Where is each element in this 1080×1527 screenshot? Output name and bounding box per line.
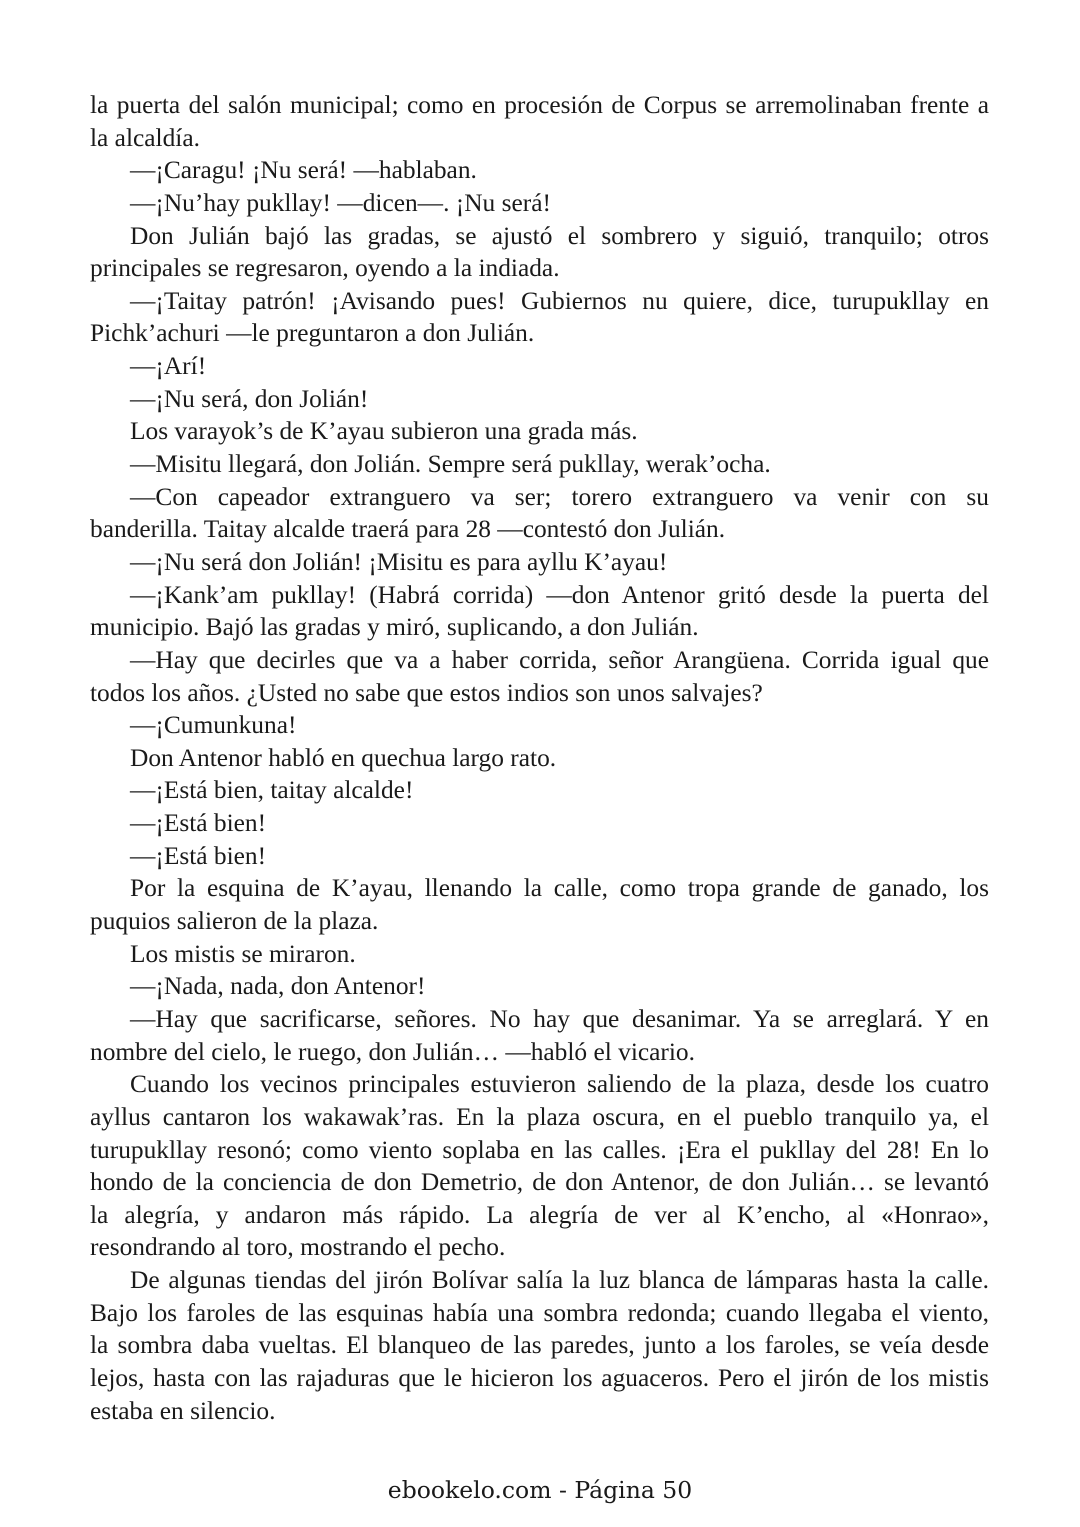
text-line: estaba en silencio. [90, 1396, 276, 1425]
paragraph [90, 481, 989, 546]
paragraph [90, 709, 989, 742]
text-line: —¡Caragu! ¡Nu será! —hablaban. [130, 156, 477, 185]
text-line: Los varayok’s de K’ayau subieron una grada más. [130, 417, 638, 446]
text-line: la alcaldía. [90, 123, 200, 152]
page-footer: ebookelo.com - Página 50 [387, 1476, 693, 1504]
text-line: Pichk’achuri —le preguntaron a don Julián. [90, 319, 535, 348]
text-line: —¡Está bien, taitay alcalde! [130, 776, 414, 805]
text-line: —¡Nu será, don Jolián! [130, 384, 369, 413]
paragraph [90, 383, 989, 416]
paragraph [90, 774, 989, 807]
text-line: municipio. Bajó las gradas y miró, suplicando, a don Julián. [90, 613, 699, 642]
paragraph [90, 546, 989, 579]
text-line: resondrando al toro, mostrando el pecho. [90, 1233, 506, 1262]
text-line: Cuando los vecinos principales estuvieron saliendo de la plaza, desde los cuatro [130, 1070, 989, 1099]
text-line: —¡Está bien! [130, 809, 267, 838]
text-line: —Misitu llegará, don Jolián. Sempre será pukllay, werak’ocha. [130, 450, 771, 479]
text-line: nombre del cielo, le ruego, don Julián… —habló el vicario. [90, 1037, 695, 1066]
text-line: De algunas tiendas del jirón Bolívar salía la luz blanca de lámparas hasta la calle. [130, 1266, 989, 1295]
text-line: la puerta del salón municipal; como en procesión de Corpus se arremolinaban frente a [90, 91, 989, 119]
text-line: Los mistis se miraron. [130, 939, 356, 968]
text-line: —Con capeador extranguero va ser; torero extranguero va venir con su [130, 482, 989, 511]
text-line: todos los años. ¿Usted no sabe que estos indios son unos salvajes? [90, 678, 763, 707]
paragraph [90, 285, 989, 350]
paragraph [90, 1264, 989, 1427]
paragraph [90, 938, 989, 971]
text-line: hondo de la conciencia de don Demetrio, de don Antenor, de don Julián… se levantó [90, 1168, 989, 1197]
text-line: —¡Está bien! [130, 841, 267, 870]
text-line: la sombra daba vueltas. El blanqueo de las paredes, junto a los faroles, se veía desde [90, 1331, 989, 1360]
text-line: Bajo los faroles de las esquinas había una sombra redonda; cuando llegaba el viento, [90, 1298, 989, 1327]
paragraph [90, 187, 989, 220]
text-line: ayllus cantaron los wakawak’ras. En la plaza oscura, en el pueblo tranquilo ya, el [90, 1102, 989, 1131]
paragraph [90, 448, 989, 481]
paragraph [90, 644, 989, 709]
text-line: —¡Nu’hay pukllay! —dicen—. ¡Nu será! [130, 188, 551, 217]
text-line: Por la esquina de K’ayau, llenando la calle, como tropa grande de ganado, los [130, 874, 989, 903]
text-line: —Hay que decirles que va a haber corrida, señor Arangüena. Corrida igual que [130, 645, 989, 674]
paragraph [90, 1068, 989, 1264]
paragraph [90, 840, 989, 873]
text-line: principales se regresaron, oyendo a la indiada. [90, 254, 560, 283]
paragraph [90, 415, 989, 448]
text-line: —Hay que sacrificarse, señores. No hay que desanimar. Ya se arreglará. Y en [130, 1004, 989, 1033]
page-body [90, 89, 989, 1427]
text-line: —¡Arí! [130, 352, 207, 381]
text-line: la alegría, y andaron más rápido. La alegría de ver al K’encho, al «Honrao», [90, 1200, 989, 1229]
text-line: turupukllay resonó; como viento soplaba en las calles. ¡Era el pukllay del 28! En lo [90, 1135, 989, 1164]
paragraph [90, 220, 989, 285]
paragraph [90, 970, 989, 1003]
paragraph [90, 872, 989, 937]
paragraph [90, 1003, 989, 1068]
text-line: —¡Cumunkuna! [130, 711, 297, 740]
text-line: Don Antenor habló en quechua largo rato. [130, 743, 557, 772]
text-line: —¡Nada, nada, don Antenor! [130, 972, 426, 1001]
text-line: Don Julián bajó las gradas, se ajustó el sombrero y siguió, tranquilo; otros [130, 221, 989, 250]
text-line: banderilla. Taitay alcalde traerá para 28 —contestó don Julián. [90, 515, 726, 544]
text-line: —¡Nu será don Jolián! ¡Misitu es para ayllu K’ayau! [130, 547, 668, 576]
paragraph [90, 579, 989, 644]
text-line: —¡Taitay patrón! ¡Avisando pues! Gubiernos nu quiere, dice, turupukllay en [130, 286, 989, 315]
text-line: lejos, hasta con las rajaduras que le hicieron los aguaceros. Pero el jirón de los mistis [90, 1363, 989, 1392]
paragraph [90, 742, 989, 775]
paragraph [90, 350, 989, 383]
paragraph [90, 154, 989, 187]
paragraph [90, 89, 989, 154]
paragraph [90, 807, 989, 840]
text-line: puquios salieron de la plaza. [90, 907, 379, 936]
text-line: —¡Kank’am pukllay! (Habrá corrida) —don Antenor gritó desde la puerta del [130, 580, 989, 609]
